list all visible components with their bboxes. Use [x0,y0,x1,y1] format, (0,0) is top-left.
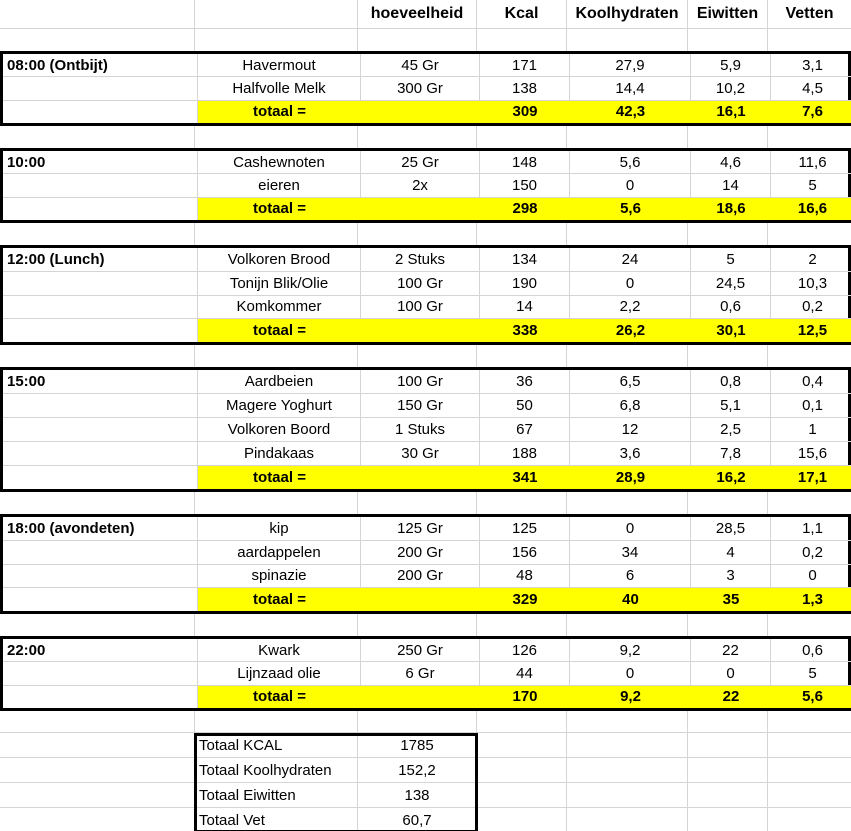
cell-fat[interactable]: 0,2 [802,298,823,316]
column-header[interactable]: Eiwitten [688,0,768,28]
cell-empty[interactable] [768,783,851,807]
meal-block [0,636,851,711]
spacer-row [0,126,851,148]
total-row-label[interactable]: totaal = [198,588,361,611]
table-row [3,174,851,197]
total-row-label[interactable]: totaal = [198,466,361,489]
cell-empty[interactable] [3,296,198,319]
cell-empty[interactable] [361,101,480,123]
cell-empty[interactable] [768,223,851,245]
cell-fat[interactable]: 5 [808,664,817,682]
cell-empty[interactable] [567,758,688,782]
cell-empty[interactable] [358,126,477,148]
cell-empty[interactable] [3,101,198,123]
cell-empty[interactable] [358,223,477,245]
cell-empty[interactable] [358,29,477,51]
cell-empty[interactable] [358,711,477,732]
cell-kcal[interactable]: 14 [480,296,570,319]
cell-protein[interactable]: 5,9 [691,54,771,76]
column-header[interactable]: Koolhydraten [567,0,688,28]
cell-empty[interactable] [688,808,768,831]
cell-quantity[interactable]: 1 Stuks [361,418,480,441]
cell-empty[interactable] [3,319,198,342]
cell-empty[interactable] [0,808,195,831]
cell-empty[interactable] [361,198,480,220]
cell-fat[interactable]: 10,3 [797,274,828,292]
cell-food-name[interactable]: Magere Yoghurt [198,394,361,417]
cell-empty[interactable] [195,711,358,732]
cell-carbs[interactable]: 0 [570,662,691,684]
cell-empty[interactable] [477,614,567,636]
cell-empty[interactable] [477,758,567,782]
meal-time-label[interactable]: 18:00 (avondeten) [3,517,198,540]
spacer-row [0,492,851,514]
total-row-label[interactable]: totaal = [198,198,361,220]
cell-empty[interactable] [361,466,480,489]
cell-empty[interactable] [358,345,477,367]
cell-empty[interactable] [567,345,688,367]
cell-empty[interactable] [477,345,567,367]
summary-row [0,783,851,808]
cell-empty[interactable] [0,0,195,28]
cell-carbs[interactable]: 12 [570,418,691,441]
spacer-row [0,614,851,636]
table-row [3,248,851,272]
summary-label[interactable]: Totaal Vet [195,808,358,831]
summary-value[interactable]: 60,7 [358,808,477,831]
cell-food-name[interactable]: Kwark [198,639,361,661]
cell-protein[interactable]: 7,8 [691,442,771,465]
table-row [3,370,851,394]
spacer-row [0,345,851,367]
summary-label[interactable]: Totaal Eiwitten [195,783,358,807]
cell-empty[interactable] [195,492,358,514]
cell-empty[interactable] [688,614,768,636]
cell-empty[interactable] [0,758,195,782]
total-carbs[interactable]: 42,3 [570,101,691,123]
cell-empty[interactable] [567,492,688,514]
table-row [3,442,851,466]
cell-empty[interactable] [0,733,195,757]
meal-time-label[interactable]: 10:00 [3,151,198,173]
cell-empty[interactable] [3,541,198,564]
cell-carbs[interactable]: 9,2 [570,639,691,661]
cell-protein[interactable]: 5 [691,248,771,271]
total-kcal[interactable]: 298 [480,198,570,220]
total-carbs[interactable]: 5,6 [570,198,691,220]
cell-empty[interactable] [768,126,851,148]
cell-empty[interactable] [0,29,195,51]
cell-quantity[interactable]: 45 Gr [361,54,480,76]
total-fat[interactable]: 1,3 [771,588,851,611]
column-header[interactable]: Vetten [785,5,834,22]
cell-quantity[interactable]: 125 Gr [361,517,480,540]
cell-kcal[interactable]: 171 [480,54,570,76]
cell-empty[interactable] [195,223,358,245]
meal-time-label[interactable]: 12:00 (Lunch) [3,248,198,271]
cell-empty[interactable] [3,565,198,588]
summary-value[interactable]: 152,2 [358,758,477,782]
cell-empty[interactable] [3,442,198,465]
cell-kcal[interactable]: 188 [480,442,570,465]
cell-empty[interactable] [195,614,358,636]
cell-food-name[interactable]: Volkoren Boord [198,418,361,441]
table-row [3,77,851,100]
cell-empty[interactable] [477,223,567,245]
cell-food-name[interactable]: Volkoren Brood [198,248,361,271]
total-protein[interactable]: 16,1 [691,101,771,123]
total-protein[interactable]: 30,1 [691,319,771,342]
cell-empty[interactable] [3,77,198,99]
cell-empty[interactable] [688,345,768,367]
cell-empty[interactable] [768,733,851,757]
cell-carbs[interactable]: 6,8 [570,394,691,417]
cell-carbs[interactable]: 6 [570,565,691,588]
cell-fat[interactable]: 0,2 [802,543,823,561]
total-row-label[interactable]: totaal = [198,686,361,708]
total-fat[interactable]: 12,5 [771,319,851,342]
cell-food-name[interactable]: Lijnzaad olie [198,662,361,684]
cell-food-name[interactable]: Aardbeien [198,370,361,393]
meal-time-label[interactable]: 22:00 [3,639,198,661]
cell-empty[interactable] [688,733,768,757]
cell-kcal[interactable]: 50 [480,394,570,417]
cell-empty[interactable] [0,345,195,367]
total-row [3,588,851,611]
cell-empty[interactable] [688,126,768,148]
cell-empty[interactable] [567,223,688,245]
cell-empty[interactable] [567,614,688,636]
cell-kcal[interactable]: 125 [480,517,570,540]
cell-empty[interactable] [0,126,195,148]
cell-carbs[interactable]: 0 [570,174,691,196]
cell-empty[interactable] [567,711,688,732]
total-kcal[interactable]: 309 [480,101,570,123]
cell-empty[interactable] [3,198,198,220]
cell-quantity[interactable]: 100 Gr [361,272,480,295]
cell-food-name[interactable]: aardappelen [198,541,361,564]
cell-quantity[interactable]: 100 Gr [361,370,480,393]
cell-empty[interactable] [361,686,480,708]
total-protein[interactable]: 35 [691,588,771,611]
table-row [3,662,851,685]
total-row [3,198,851,220]
cell-carbs[interactable]: 3,6 [570,442,691,465]
cell-empty[interactable] [195,0,358,28]
cell-empty[interactable] [567,808,688,831]
total-protein[interactable]: 16,2 [691,466,771,489]
cell-empty[interactable] [358,492,477,514]
total-row [3,101,851,123]
cell-carbs[interactable]: 14,4 [570,77,691,99]
cell-empty[interactable] [768,345,851,367]
total-protein[interactable]: 18,6 [691,198,771,220]
cell-kcal[interactable]: 150 [480,174,570,196]
cell-empty[interactable] [361,588,480,611]
cell-protein[interactable]: 14 [691,174,771,196]
cell-carbs[interactable]: 6,5 [570,370,691,393]
total-carbs[interactable]: 26,2 [570,319,691,342]
cell-empty[interactable] [768,711,851,732]
total-fat[interactable]: 5,6 [771,686,851,708]
header-row [0,0,851,29]
cell-quantity[interactable]: 100 Gr [361,296,480,319]
total-row [3,319,851,342]
cell-food-name[interactable]: eieren [198,174,361,196]
cell-empty[interactable] [768,614,851,636]
cell-fat[interactable]: 11,6 [798,153,827,171]
cell-empty[interactable] [3,418,198,441]
summary-value[interactable]: 1785 [358,733,477,757]
cell-kcal[interactable]: 190 [480,272,570,295]
cell-empty[interactable] [567,733,688,757]
cell-protein[interactable]: 5,1 [691,394,771,417]
cell-kcal[interactable]: 48 [480,565,570,588]
cell-kcal[interactable]: 138 [480,77,570,99]
total-row [3,466,851,489]
cell-empty[interactable] [567,126,688,148]
cell-empty[interactable] [477,711,567,732]
cell-empty[interactable] [195,29,358,51]
cell-empty[interactable] [567,29,688,51]
cell-kcal[interactable]: 156 [480,541,570,564]
cell-empty[interactable] [195,345,358,367]
cell-fat[interactable]: 1,1 [802,519,823,537]
cell-kcal[interactable]: 148 [480,151,570,173]
total-kcal[interactable]: 341 [480,466,570,489]
cell-empty[interactable] [0,223,195,245]
cell-empty[interactable] [3,174,198,196]
cell-food-name[interactable]: Havermout [198,54,361,76]
meal-block [0,514,851,614]
column-header[interactable]: hoeveelheid [358,0,477,28]
cell-fat[interactable]: 3,1 [802,56,823,74]
cell-protein[interactable]: 28,5 [691,517,771,540]
total-kcal[interactable]: 338 [480,319,570,342]
cell-empty[interactable] [477,126,567,148]
cell-kcal[interactable]: 44 [480,662,570,684]
cell-quantity[interactable]: 6 Gr [361,662,480,684]
column-header[interactable]: Kcal [477,0,567,28]
cell-empty[interactable] [0,492,195,514]
cell-empty[interactable] [768,29,851,51]
total-kcal[interactable]: 170 [480,686,570,708]
summary-label[interactable]: Totaal KCAL [195,733,358,757]
cell-empty[interactable] [3,686,198,708]
cell-empty[interactable] [0,783,195,807]
cell-carbs[interactable]: 0 [570,517,691,540]
table-row [3,517,851,541]
cell-food-name[interactable]: Cashewnoten [198,151,361,173]
cell-carbs[interactable]: 5,6 [570,151,691,173]
table-row [3,541,851,565]
cell-empty[interactable] [361,319,480,342]
cell-kcal[interactable]: 134 [480,248,570,271]
cell-kcal[interactable]: 36 [480,370,570,393]
table-row [3,54,851,77]
cell-fat[interactable]: 5 [808,176,817,194]
cell-kcal[interactable]: 67 [480,418,570,441]
cell-food-name[interactable]: Halfvolle Melk [198,77,361,99]
cell-quantity[interactable]: 200 Gr [361,565,480,588]
cell-empty[interactable] [358,614,477,636]
cell-empty[interactable] [0,614,195,636]
summary-row [0,733,851,758]
cell-protein[interactable]: 4 [691,541,771,564]
cell-protein[interactable]: 10,2 [691,77,771,99]
cell-empty[interactable] [567,783,688,807]
cell-quantity[interactable]: 200 Gr [361,541,480,564]
cell-fat[interactable]: 0,6 [802,641,823,659]
cell-empty[interactable] [477,492,567,514]
cell-carbs[interactable]: 34 [570,541,691,564]
cell-empty[interactable] [688,758,768,782]
cell-protein[interactable]: 3 [691,565,771,588]
cell-quantity[interactable]: 2 Stuks [361,248,480,271]
cell-fat[interactable]: 15,6 [797,445,828,462]
cell-protein[interactable]: 22 [691,639,771,661]
cell-fat[interactable]: 0,1 [802,397,823,414]
meal-block [0,245,851,345]
table-row [3,639,851,662]
total-row-label[interactable]: totaal = [198,101,361,123]
meal-block [0,367,851,492]
cell-empty[interactable] [3,272,198,295]
cell-protein[interactable]: 0 [691,662,771,684]
cell-empty[interactable] [688,492,768,514]
cell-quantity[interactable]: 300 Gr [361,77,480,99]
table-row [3,418,851,442]
cell-fat[interactable]: 0 [808,567,817,585]
cell-empty[interactable] [768,758,851,782]
cell-fat[interactable]: 1 [808,421,817,438]
cell-protein[interactable]: 4,6 [691,151,771,173]
cell-quantity[interactable]: 25 Gr [361,151,480,173]
cell-fat[interactable]: 4,5 [802,79,823,97]
meal-time-label[interactable]: 15:00 [3,370,198,393]
summary-value[interactable]: 138 [358,783,477,807]
cell-empty[interactable] [688,223,768,245]
cell-protein[interactable]: 0,6 [691,296,771,319]
cell-protein[interactable]: 24,5 [691,272,771,295]
cell-carbs[interactable]: 24 [570,248,691,271]
cell-kcal[interactable]: 126 [480,639,570,661]
cell-empty[interactable] [3,662,198,684]
cell-food-name[interactable]: Tonijn Blik/Olie [198,272,361,295]
cell-empty[interactable] [768,808,851,831]
cell-quantity[interactable]: 2x [361,174,480,196]
total-carbs[interactable]: 28,9 [570,466,691,489]
total-carbs[interactable]: 9,2 [570,686,691,708]
total-row [3,686,851,708]
cell-empty[interactable] [0,711,195,732]
cell-carbs[interactable]: 2,2 [570,296,691,319]
cell-empty[interactable] [477,29,567,51]
cell-empty[interactable] [477,808,567,831]
cell-fat[interactable]: 2 [808,250,817,268]
daily-totals-section [0,733,851,831]
cell-food-name[interactable]: kip [198,517,361,540]
summary-row [0,758,851,783]
cell-quantity[interactable]: 30 Gr [361,442,480,465]
cell-carbs[interactable]: 27,9 [570,54,691,76]
table-row [3,565,851,589]
total-carbs[interactable]: 40 [570,588,691,611]
total-kcal[interactable]: 329 [480,588,570,611]
meal-block [0,51,851,126]
meal-time-label[interactable]: 08:00 (Ontbijt) [3,54,198,76]
total-fat[interactable]: 7,6 [771,101,851,123]
cell-quantity[interactable]: 150 Gr [361,394,480,417]
cell-empty[interactable] [477,783,567,807]
total-fat[interactable]: 16,6 [771,198,851,220]
meal-block [0,148,851,223]
cell-food-name[interactable]: Komkommer [198,296,361,319]
cell-empty[interactable] [688,711,768,732]
cell-empty[interactable] [477,733,567,757]
cell-carbs[interactable]: 0 [570,272,691,295]
table-row [3,296,851,320]
cell-empty[interactable] [688,29,768,51]
table-row [3,151,851,174]
cell-empty[interactable] [3,588,198,611]
spacer-row [0,29,851,51]
spacer-row [0,711,851,733]
cell-empty[interactable] [3,466,198,489]
table-row [3,272,851,296]
total-fat[interactable]: 17,1 [771,466,851,489]
cell-empty[interactable] [688,783,768,807]
summary-label[interactable]: Totaal Koolhydraten [195,758,358,782]
cell-protein[interactable]: 0,8 [691,370,771,393]
total-row-label[interactable]: totaal = [198,319,361,342]
cell-food-name[interactable]: Pindakaas [198,442,361,465]
cell-empty[interactable] [768,492,851,514]
table-row [3,394,851,418]
cell-fat[interactable]: 0,4 [802,373,823,390]
cell-empty[interactable] [195,126,358,148]
cell-quantity[interactable]: 250 Gr [361,639,480,661]
cell-empty[interactable] [3,394,198,417]
summary-row [0,808,851,831]
total-protein[interactable]: 22 [691,686,771,708]
cell-protein[interactable]: 2,5 [691,418,771,441]
cell-food-name[interactable]: spinazie [198,565,361,588]
spacer-row [0,223,851,245]
